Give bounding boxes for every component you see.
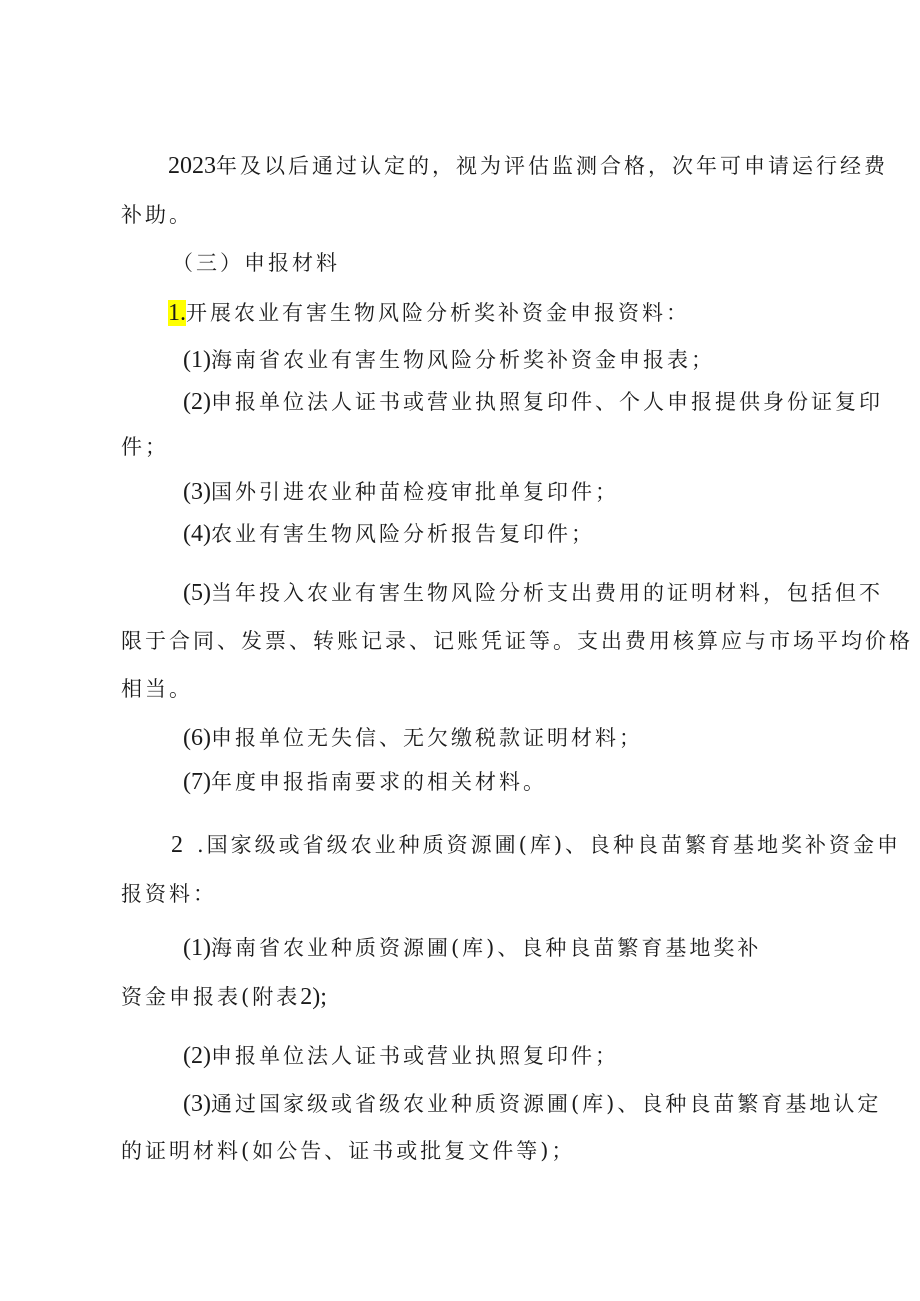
paragraph-2023-line-2: 补助。 <box>121 203 193 227</box>
item-2-heading-line-2: 报资料： <box>121 882 217 906</box>
item-2-sub-3-line-1: (3)通过国家级或省级农业种质资源圃(库)、良种良苗繁育基地认定 <box>183 1091 882 1117</box>
item-1-sub-6: (6)申报单位无失信、无欠缴税款证明材料； <box>183 725 643 751</box>
item-1-sub-5-line-1: (5)当年投入农业有害生物风险分析支出费用的证明材料，包括但不 <box>183 580 883 606</box>
item-1-sub-5-line-3: 相当。 <box>121 677 193 701</box>
item-1-number-highlighted: 1. <box>168 300 186 326</box>
item-2-number: 2 <box>171 832 183 858</box>
item-2-sub-2: (2)申报单位法人证书或营业执照复印件； <box>183 1043 619 1069</box>
item-2-heading-line-1: 2 .国家级或省级农业种质资源圃(库)、良种良苗繁育基地奖补资金申 <box>171 832 902 858</box>
item-1-sub-4: (4)农业有害生物风险分析报告复印件； <box>183 521 595 547</box>
section-heading-three: （三）申报材料 <box>172 251 340 275</box>
item-1-sub-2-line-2: 件； <box>121 435 169 459</box>
item-1-sub-5-line-2: 限于合同、发票、转账记录、记账凭证等。支出费用核算应与市场平均价格 <box>121 629 913 653</box>
year-number: 2023 <box>168 153 216 179</box>
item-2-sub-3-line-2: 的证明材料(如公告、证书或批复文件等)； <box>121 1139 576 1163</box>
item-1-sub-1: (1)海南省农业有害生物风险分析奖补资金申报表； <box>183 347 715 373</box>
item-1-heading: 1.开展农业有害生物风险分析奖补资金申报资料： <box>168 300 690 326</box>
item-1-sub-2-line-1: (2)申报单位法人证书或营业执照复印件、个人申报提供身份证复印 <box>183 389 883 415</box>
item-1-sub-3: (3)国外引进农业种苗检疫审批单复印件； <box>183 479 619 505</box>
item-1-sub-7: (7)年度申报指南要求的相关材料。 <box>183 769 547 795</box>
item-2-sub-1-line-2: 资金申报表(附表2); <box>121 984 327 1010</box>
item-2-sub-1-line-1: (1)海南省农业种质资源圃(库)、良种良苗繁育基地奖补 <box>183 935 762 961</box>
paragraph-2023-line-1: 2023年及以后通过认定的，视为评估监测合格，次年可申请运行经费 <box>168 153 888 179</box>
